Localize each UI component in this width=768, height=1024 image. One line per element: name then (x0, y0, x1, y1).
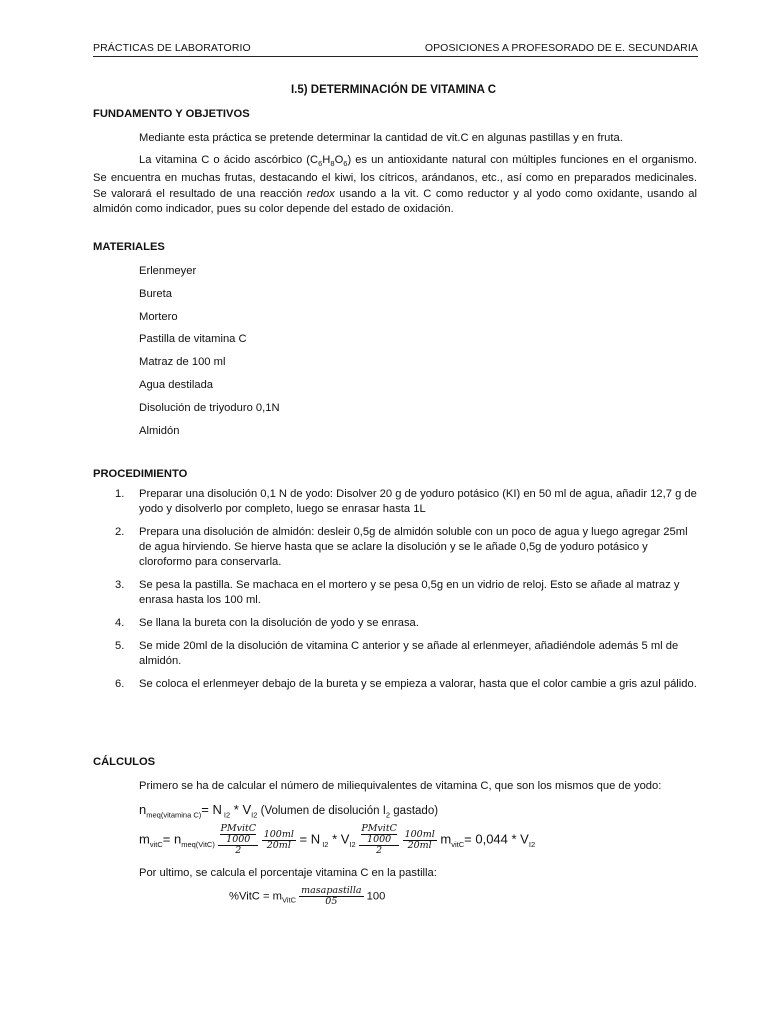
fraction-pm-2 (359, 824, 399, 856)
step-number: 6. (115, 678, 125, 691)
text-run: m (139, 831, 150, 847)
frac-text: PMvitC (361, 823, 397, 834)
fraction-numerator (218, 824, 258, 846)
text-run: 100 (363, 890, 386, 903)
text-run: = n (162, 831, 182, 847)
fraction-masa (299, 886, 363, 907)
step-number: 2. (115, 526, 125, 539)
fundamento-paragraph-2 (93, 153, 697, 217)
subscript: I2 (528, 840, 536, 850)
text-run: %VitC = m (229, 890, 282, 903)
fraction-numerator: masapastilla (301, 885, 362, 896)
step-number: 1. (115, 488, 125, 500)
procedure-list (93, 487, 697, 701)
fundamento-paragraph-1: Mediante esta práctica se pretende determinar la cantidad de vit.C en algunas pastillas y en fruta. (139, 132, 623, 144)
section-heading-procedimiento: PROCEDIMIENTO (93, 468, 188, 480)
step-number: 5. (115, 640, 125, 653)
procedure-step (93, 487, 697, 517)
procedure-step (93, 677, 697, 692)
procedure-step (93, 578, 697, 608)
text-run: O (334, 154, 344, 166)
calculos-paragraph-1: Primero se ha de calcular el número de miliequivalentes de vitamina C, que son los mismos que de yodo: (139, 780, 662, 792)
fraction-numerator: 100ml (263, 828, 294, 840)
subscript: 8 (330, 159, 335, 169)
material-item: Matraz de 100 ml (139, 356, 226, 368)
text-run: usando a la vit. C como reductor y al yodo como oxidante, usando al almidón como indicador, pues su color depende del estado de oxidación. (93, 187, 697, 215)
fraction-pm (218, 824, 258, 856)
header-right: OPOSICIONES A PROFESORADO DE E. SECUNDARIA (424, 42, 698, 54)
formula-meq (139, 802, 438, 820)
procedure-step (93, 616, 697, 631)
step-number: 3. (115, 578, 125, 591)
subscript: I2 (320, 840, 329, 850)
frac-text: 1000 (220, 834, 256, 845)
section-heading-fundamento: FUNDAMENTO Y OBJETIVOS (93, 108, 250, 120)
step-number: 4. (115, 617, 125, 630)
procedure-step (93, 639, 697, 669)
text-run: * V (230, 802, 252, 817)
material-item: Mortero (139, 311, 178, 323)
fraction-denominator: 2 (376, 845, 383, 856)
fraction-ml (262, 830, 296, 851)
document-title: I.5) DETERMINACIÓN DE VITAMINA C (290, 84, 497, 96)
fraction-numerator (359, 824, 399, 846)
subscript: vitC (451, 840, 465, 850)
text-run: n (139, 802, 147, 817)
text-run: La vitamina C o ácido ascórbico (C (139, 154, 319, 166)
fraction-numerator: 100ml (404, 828, 435, 840)
subscript: I2 (251, 810, 258, 820)
section-heading-calculos: CÁLCULOS (93, 756, 156, 768)
step-text: Prepara una disolución de almidón: desleir 0,5g de almidón soluble con un poco de agua y luego agregar 25ml de agua hirviendo. Se hierve hasta que se aclare la disolución y se le añade 0,5g de yoduro potásico y cloroformo para conservarla. (139, 526, 688, 568)
material-item: Disolución de triyoduro 0,1N (139, 402, 280, 414)
step-text: Se coloca el erlenmeyer debajo de la bureta y se empieza a valorar, hasta que el color cambie a gris azul pálido. (139, 678, 697, 691)
page-header (93, 42, 698, 57)
procedure-step (93, 525, 697, 569)
text-run: * V (328, 831, 350, 847)
text-run: (Volumen de disolución I (257, 805, 386, 817)
text-run: m (440, 831, 452, 847)
text-run: ) es un antioxidante natural con múltiples funciones en el organismo. Se encuentra en muchas frutas, destacando el kiwi, los cítricos, arándanos, etc., así como en preparados medicinales. Se valorará el resultado de una reacción (93, 154, 697, 200)
subscript: meq(VitC) (181, 840, 215, 850)
material-item: Bureta (139, 288, 172, 300)
material-item: Pastilla de vitamina C (139, 333, 247, 345)
fraction-denominator: 05 (325, 896, 338, 907)
step-text: Se mide 20ml de la disolución de vitamina C anterior y se añade al erlenmeyer, añadiéndole además 5 ml de almidón. (139, 640, 679, 668)
fraction-denominator: 20ml (407, 839, 432, 851)
subscript: 6 (343, 159, 348, 169)
subscript: I2 (349, 840, 356, 850)
calculos-paragraph-2: Por ultimo, se calcula el porcentaje vitamina C en la pastilla: (139, 867, 437, 879)
subscript: I2 (221, 810, 231, 820)
header-left: PRÁCTICAS DE LABORATORIO (93, 42, 251, 54)
frac-text: 1000 (361, 834, 397, 845)
material-item: Agua destilada (139, 379, 214, 391)
step-text: Preparar una disolución 0,1 N de yodo: Disolver 20 g de yoduro potásico (KI) en 50 ml de agua, añadir 12,7 g de yodo y disolverlo por completo, luego se enrasar hasta 1L (139, 488, 697, 515)
text-run: H (322, 154, 331, 166)
text-run: 0,044 * V (475, 831, 529, 847)
subscript: 2 (385, 810, 391, 820)
fraction-ml-2 (403, 830, 437, 851)
section-heading-materiales: MATERIALES (93, 241, 165, 253)
italic-term: redox (306, 187, 335, 200)
text-run: = N (201, 802, 222, 817)
fraction-denominator: 20ml (266, 839, 291, 851)
formula-mass (139, 824, 535, 856)
material-item: Erlenmeyer (139, 265, 197, 277)
formula-percentage (229, 886, 385, 907)
frac-text: PMvitC (220, 823, 257, 834)
text-run: = N (299, 831, 321, 847)
step-text: Se llana la bureta con la disolución de yodo y se enrasa. (139, 617, 419, 630)
subscript: VitC (281, 895, 296, 905)
material-item: Almidón (139, 425, 180, 437)
text-run: gastado) (390, 805, 439, 817)
fraction-denominator: 2 (235, 845, 242, 856)
subscript: 6 (318, 159, 323, 169)
text-run: = (464, 831, 476, 847)
subscript: vitC (149, 840, 163, 850)
subscript: meq(vitamina C) (146, 810, 202, 820)
step-text: Se pesa la pastilla. Se machaca en el mortero y se pesa 0,5g en un vidrio de reloj. Esto se añade al matraz y enrasa hasta los 100 ml. (139, 578, 680, 606)
